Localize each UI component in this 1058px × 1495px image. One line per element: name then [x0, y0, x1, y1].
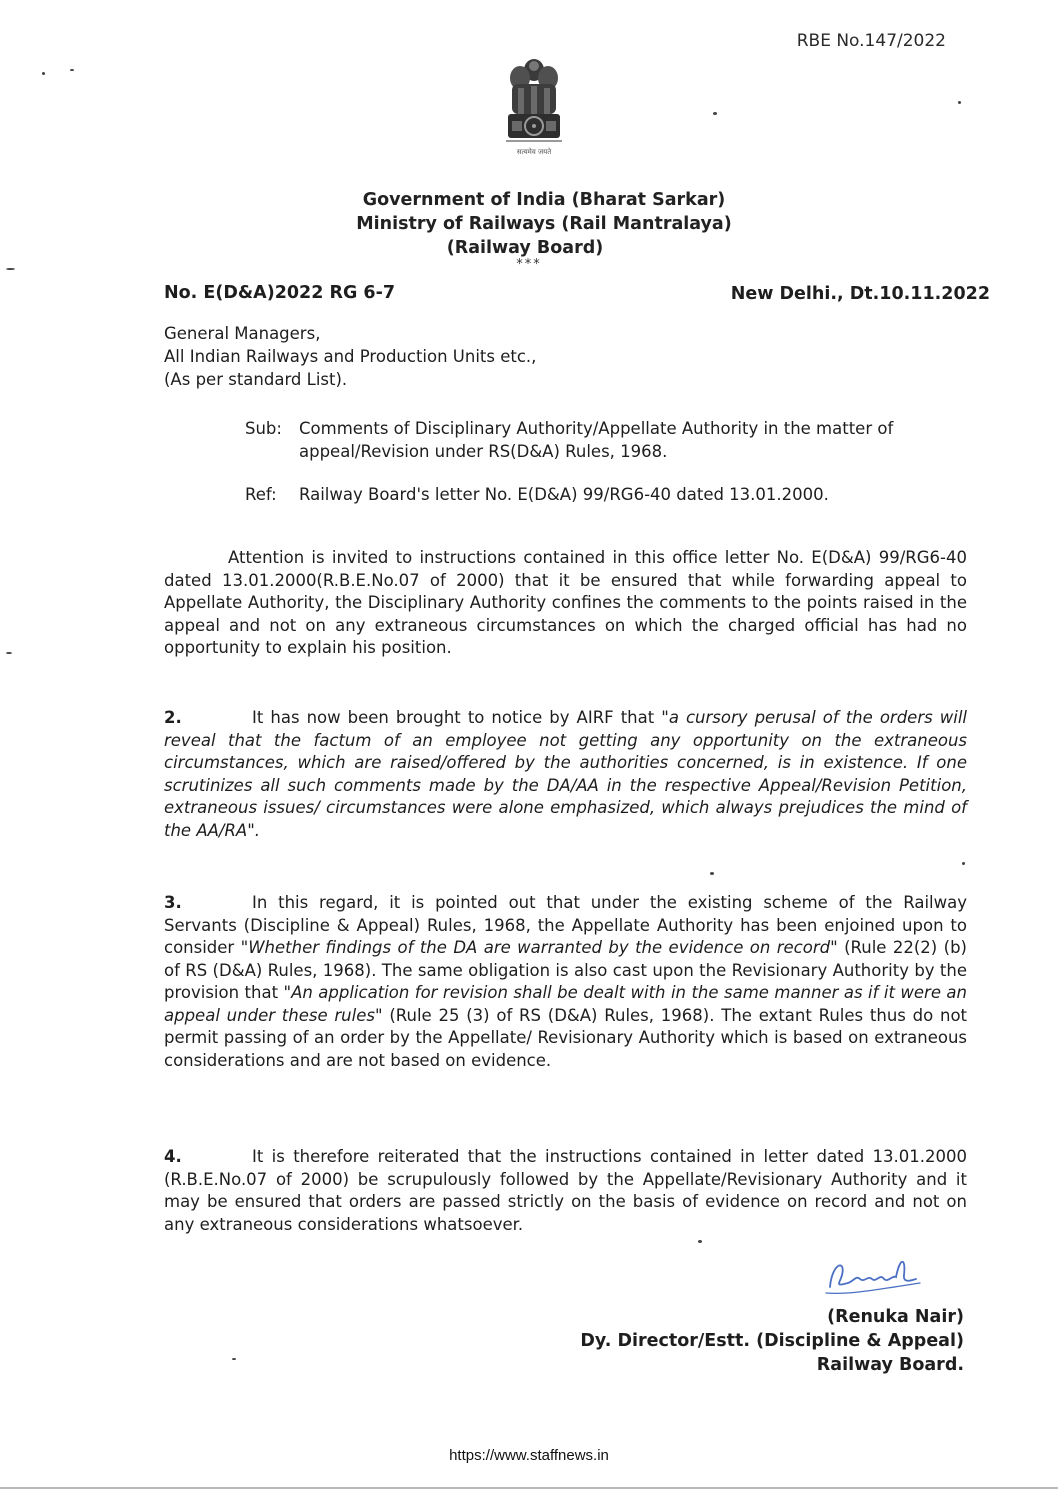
paragraph-2	[164, 707, 967, 842]
paragraph-number: 4.	[164, 1147, 182, 1166]
paragraph-number: 3.	[164, 893, 182, 912]
paragraph-3-quote: "An application for revision shall be dealt with in the same manner as if it were an appeal under these rules"	[164, 983, 967, 1025]
scan-speck	[6, 268, 15, 270]
paragraph-3	[164, 892, 967, 1072]
scan-speck	[6, 652, 12, 654]
paragraph-3-text: (Rule 22(2) (b) of RS (D&A) Rules, 1968). The same obligation is also cast upon the Revisionary Authority by the provision that	[164, 938, 967, 1002]
header-ministry: Ministry of Railways (Rail Mantralaya)	[356, 214, 732, 234]
addressee-line: All Indian Railways and Production Units etc.,	[164, 347, 537, 366]
subject-label: Sub:	[245, 419, 282, 438]
scan-speck	[962, 862, 965, 865]
addressee-line: General Managers,	[164, 324, 321, 343]
header-railway-board: (Railway Board)	[446, 238, 604, 258]
paragraph-3-text: (Rule 25 (3) of RS (D&A) Rules, 1968). The extant Rules thus do not permit passing of an order by the Appellate/ Revisionary Authority which is based on extraneous considerations and are not based on evidence.	[164, 1005, 968, 1070]
paragraph-3-text: In this regard, it is pointed out that under the existing scheme of the Railway Servants (Discipline & Appeal) Rules, 1968, the Appellate Authority has been enjoined upon to consider	[164, 893, 967, 957]
reference-text: Railway Board's letter No. E(D&A) 99/RG6-40 dated 13.01.2000.	[299, 485, 829, 504]
signatory-designation: Dy. Director/Estt. (Discipline & Appeal)	[580, 1331, 964, 1351]
paragraph-2-quote: "a cursory perusal of the orders will reveal that the factum of an employee not getting any opportunity on the extraneous circumstances, which are raised/offered by the authorities concerned, is in existence. If one scrutinizes all such comments made by the DA/AA in the respective Appeal/Revision Petition, extraneous issues/ circumstances were alone emphasized, which always prejudices the mind of the AA/RA".	[164, 708, 967, 840]
header-government: Government of India (Bharat Sarkar)	[362, 190, 726, 210]
paragraph-3-quote: "Whether findings of the DA are warranted by the evidence on record"	[240, 938, 838, 957]
addressee-line: (As per standard List).	[164, 370, 348, 389]
page-bottom-edge	[0, 1487, 1058, 1489]
scan-speck	[713, 112, 717, 115]
paragraph-1	[164, 547, 967, 660]
handwritten-signature-icon	[820, 1253, 940, 1297]
header-separator: ***	[516, 257, 542, 272]
scan-speck	[698, 1240, 702, 1243]
signatory-name: (Renuka Nair)	[827, 1307, 964, 1327]
scan-speck	[958, 101, 961, 104]
paragraph-4-text: It is therefore reiterated that the instructions contained in letter dated 13.01.2000 (R.B.E.No.07 of 2000) be scrupulously followed by the Appellate/Revisionary Authority and it may be ensured that orders are passed strictly on the basis of evidence on record and not on any extraneous considerations whatsoever.	[164, 1147, 967, 1234]
reference-block	[245, 483, 895, 506]
place-date: New Delhi., Dt.10.11.2022	[730, 284, 990, 304]
scan-speck	[232, 1358, 236, 1360]
signatory-office: Railway Board.	[816, 1355, 964, 1375]
reference-label: Ref:	[245, 485, 277, 504]
paragraph-4	[164, 1146, 967, 1236]
addressee-block	[164, 322, 536, 391]
subject-text: Comments of Disciplinary Authority/Appellate Authority in the matter of appeal/Revision under RS(D&A) Rules, 1968.	[299, 419, 894, 461]
scan-speck	[42, 72, 45, 75]
scan-speck	[70, 69, 74, 71]
paragraph-1-text: Attention is invited to instructions contained in this office letter No. E(D&A) 99/RG6-40 dated 13.01.2000(R.B.E.No.07 of 2000) that it be ensured that while forwarding appeal to Appellate Authority, the Disciplinary Authority confines the comments to the points raised in the appeal and not on any extraneous circumstances on which the charged official has had no opportunity to explain his position.	[164, 548, 967, 657]
emblem-motto: सत्यमेव जयते	[516, 148, 552, 156]
rbe-number: RBE No.147/2022	[796, 31, 946, 51]
paragraph-number: 2.	[164, 708, 182, 727]
subject-block	[245, 417, 895, 463]
scan-speck	[710, 872, 714, 875]
paragraph-2-text: It has now been brought to notice by AIRF that	[252, 708, 662, 727]
letter-number: No. E(D&A)2022 RG 6-7	[164, 283, 396, 303]
footer-url: https://www.staffnews.in	[449, 1447, 609, 1464]
